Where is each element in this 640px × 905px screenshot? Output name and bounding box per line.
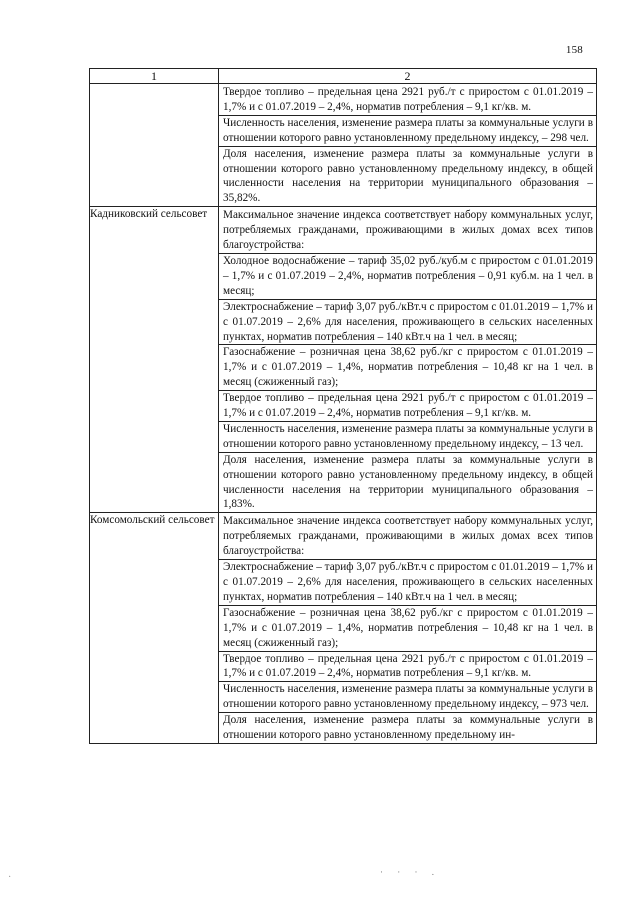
paragraph: Численность населения, изменение размера платы за коммунальные услуги в отношении которого равно установленному предельному индексу, – 973 чел. <box>219 682 596 713</box>
scan-artifact-mark: · <box>8 872 12 883</box>
settlement-name-cell: Комсомольский сельсовет <box>90 513 219 744</box>
column-header-1: 1 <box>90 69 219 84</box>
paragraph: Твердое топливо – предельная цена 2921 руб./т с приростом с 01.01.2019 – 1,7% и с 01.07.2019 – 2,4%, норматив потребления – 9,1 кг/кв. м. <box>219 652 596 683</box>
table-row <box>90 513 597 744</box>
column-header-2: 2 <box>219 69 597 84</box>
tariff-table <box>89 68 597 744</box>
paragraph: Электроснабжение – тариф 3,07 руб./кВт.ч с приростом с 01.01.2019 – 1,7% и с 01.07.2019 – 2,6% для населения, проживающего в сельских населенных пунктах, норматив потребления – 140 кВт.ч на 1 чел. в месяц; <box>219 560 596 606</box>
paragraph: Газоснабжение – розничная цена 38,62 руб./кг с приростом с 01.01.2019 – 1,7% и с 01.07.2019 – 1,4%, норматив потребления – 10,48 кг на 1 чел. в месяц (сжиженный газ); <box>219 345 596 391</box>
paragraph: Максимальное значение индекса соответствует набору коммунальных услуг, потребляемых гражданами, проживающими в жилых домах всех типов благоустройства: <box>219 207 596 254</box>
paragraph: Доля населения, изменение размера платы за коммунальные услуги в отношении которого равно установленному предельному ин- <box>223 714 593 742</box>
table-header-row <box>90 69 597 84</box>
paragraph: Холодное водоснабжение – тариф 35,02 руб./куб.м с приростом с 01.01.2019 – 1,7% и с 01.07.2019 – 2,4%, норматив потребления – 0,91 куб.м. на 1 чел. в месяц; <box>219 254 596 300</box>
paragraph: Доля населения, изменение размера платы за коммунальные услуги в отношении которого равно установленному предельному индексу, в общей численности населения на территории муниципального образования – 1,83%. <box>223 453 593 511</box>
description-cell <box>219 84 597 207</box>
description-cell <box>219 207 597 513</box>
paragraph: Твердое топливо – предельная цена 2921 руб./т с приростом с 01.01.2019 – 1,7% и с 01.07.2019 – 2,4%, норматив потребления – 9,1 кг/кв. м. <box>219 391 596 422</box>
paragraph: Численность населения, изменение размера платы за коммунальные услуги в отношении которого равно установленному предельному индексу, – 13 чел. <box>219 422 596 453</box>
settlement-name-cell <box>90 84 219 207</box>
paragraph: Электроснабжение – тариф 3,07 руб./кВт.ч с приростом с 01.01.2019 – 1,7% и с 01.07.2019 – 2,6% для населения, проживающего в сельских населенных пунктах, норматив потребления – 140 кВт.ч на 1 чел. в месяц; <box>219 300 596 346</box>
paragraph: Численность населения, изменение размера платы за коммунальные услуги в отношении которого равно установленному предельному индексу, – 298 чел. <box>219 116 596 147</box>
page-number: 158 <box>565 44 583 56</box>
scan-artifact-dots: · · · . <box>380 867 440 877</box>
paragraph: Максимальное значение индекса соответствует набору коммунальных услуг, потребляемых гражданами, проживающими в жилых домах всех типов благоустройства: <box>219 513 596 560</box>
table-row <box>90 84 597 207</box>
table-row <box>90 207 597 513</box>
description-cell <box>219 513 597 744</box>
settlement-name-cell: Кадниковский сельсовет <box>90 207 219 513</box>
paragraph: Газоснабжение – розничная цена 38,62 руб./кг с приростом с 01.01.2019 – 1,7% и с 01.07.2019 – 1,4%, норматив потребления – 10,48 кг на 1 чел. в месяц (сжиженный газ); <box>219 606 596 652</box>
paragraph: Твердое топливо – предельная цена 2921 руб./т с приростом с 01.01.2019 – 1,7% и с 01.07.2019 – 2,4%, норматив потребления – 9,1 кг/кв. м. <box>219 84 596 116</box>
paragraph: Доля населения, изменение размера платы за коммунальные услуги в отношении которого равно установленному предельному индексу, в общей численности населения на территории муниципального образования – 35,82%. <box>223 147 593 205</box>
